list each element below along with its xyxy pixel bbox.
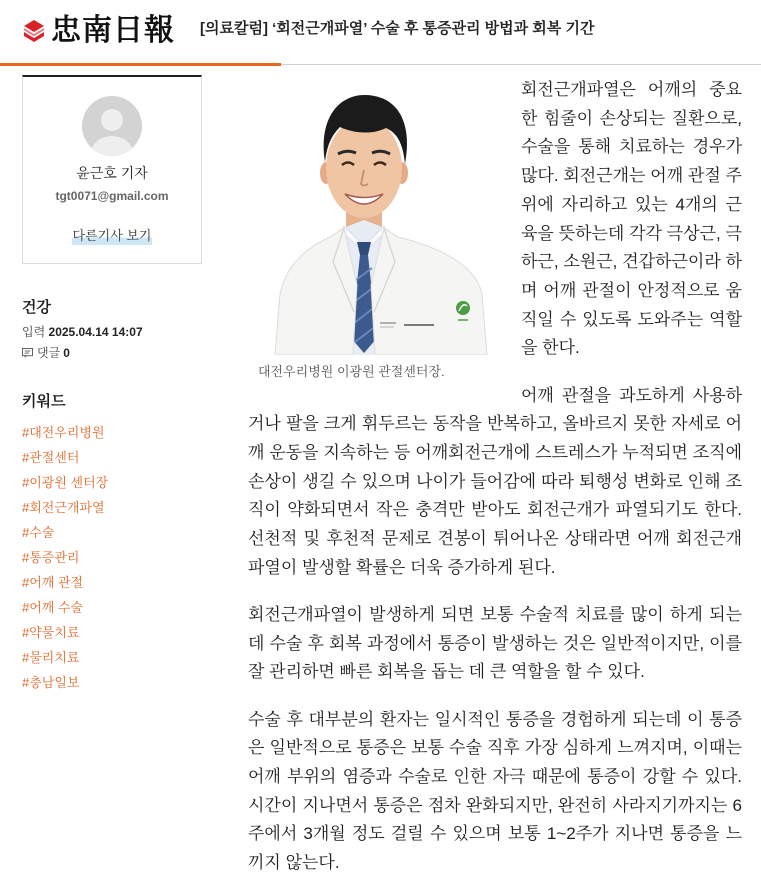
keyword-tag[interactable]: #약물치료 [22,625,80,640]
comments-count: 0 [63,346,70,360]
keyword-tag[interactable]: #관절센터 [22,450,80,465]
newspaper-logo-icon [22,18,46,44]
article-photo [258,80,498,355]
keyword-list [22,420,202,695]
keyword-tag[interactable]: #통증관리 [22,550,80,565]
keyword-tag[interactable]: #물리치료 [22,650,80,665]
page-title: [의료칼럼] ‘회전근개파열’ 수술 후 통증관리 방법과 회복 기간 [200,20,595,37]
article-paragraph: 회전근개파열이 발생하게 되면 보통 수술적 치료를 많이 하게 되는데 수술 후 회복 과정에서 통증이 발생하는 것은 일반적이지만, 이를 잘 관리하면 빠른 회복을 돕는 데 큰 역할을 할 수 있다. [248,604,742,682]
reporter-card [22,75,202,264]
site-logo[interactable] [22,12,175,50]
comments-link[interactable] [22,345,202,361]
reporter-email[interactable]: tgt0071@gmail.com [55,189,169,203]
comments-label: 댓글 [37,346,61,360]
article-sidebar [22,75,202,695]
keywords-heading: 키워드 [22,393,66,410]
keyword-tag[interactable]: #대전우리병원 [22,425,105,440]
keyword-tag[interactable]: #어깨 관절 [22,575,84,590]
user-avatar-icon [82,96,142,156]
keyword-tag[interactable]: #충남일보 [22,675,80,690]
keyword-tag[interactable]: #이광원 센터장 [22,475,109,490]
published-datetime: 2025.04.14 14:07 [48,325,143,339]
photo-caption: 대전우리병원 이광원 관절센터장. [258,364,445,379]
article-body [248,76,742,884]
published-label: 입력 [22,325,46,339]
comment-icon [22,348,33,358]
site-header [0,0,761,66]
article-figure [248,76,504,396]
logo-text: 忠南日報 [51,13,175,48]
keyword-tag[interactable]: #수술 [22,525,55,540]
reporter-name: 윤근호 기자 [76,165,148,181]
keyword-tag[interactable]: #회전근개파열 [22,500,105,515]
other-articles-link[interactable]: 다른기사 보기 [72,228,152,243]
header-accent-bar [0,63,281,66]
published-date [22,324,202,340]
article-paragraph: 회전근개파열은 어깨의 중요한 힘줄이 손상되는 질환으로, 수술을 통해 치료하는 경우가 많다. 회전근개는 어깨 관절 주위에 자리하고 있는 4개의 근육을 뜻하는데 각각 극상근, 극하근, 소원근, 견갑하근이라 하며 어깨 관절이 안정적으로 움직일 수 있도록 도와주는 역할을 한다. [521,80,742,358]
article-paragraph: 어깨 관절을 과도하게 사용하거나 팔을 크게 휘두르는 동작을 반복하고, 올바르지 못한 자세로 어깨 운동을 지속하는 등 어깨회전근개에 스트레스가 누적되면 조직에 손상이 생길 수 있으며 나이가 들어감에 따라 퇴행성 변화로 인해 조직이 약화되면서 작은 충격만 받아도 회전근개가 파열되기도 한다. 선천적 및 후천적 문제로 견봉이 튀어나온 상태라면 어깨 회전근개파열이 발생할 확률은 더욱 증가하게 된다. [248,385,742,577]
article-paragraph: 수술 후 대부분의 환자는 일시적인 통증을 경험하게 되는데 이 통증은 일반적으로 통증은 보통 수술 직후 가장 심하게 느껴지며, 이때는 어깨 부위의 염증과 수술로 인한 자극 때문에 통증이 강할 수 있다. 시간이 지나면서 통증은 점차 완화되지만, 완전히 사라지기까지는 6주에서 3개월 정도 걸릴 수 있으며 보통 1~2주가 지나면 통증을 느끼지 않는다. [248,709,742,873]
section-category[interactable]: 건강 [22,299,51,316]
keyword-tag[interactable]: #어깨 수술 [22,600,84,615]
